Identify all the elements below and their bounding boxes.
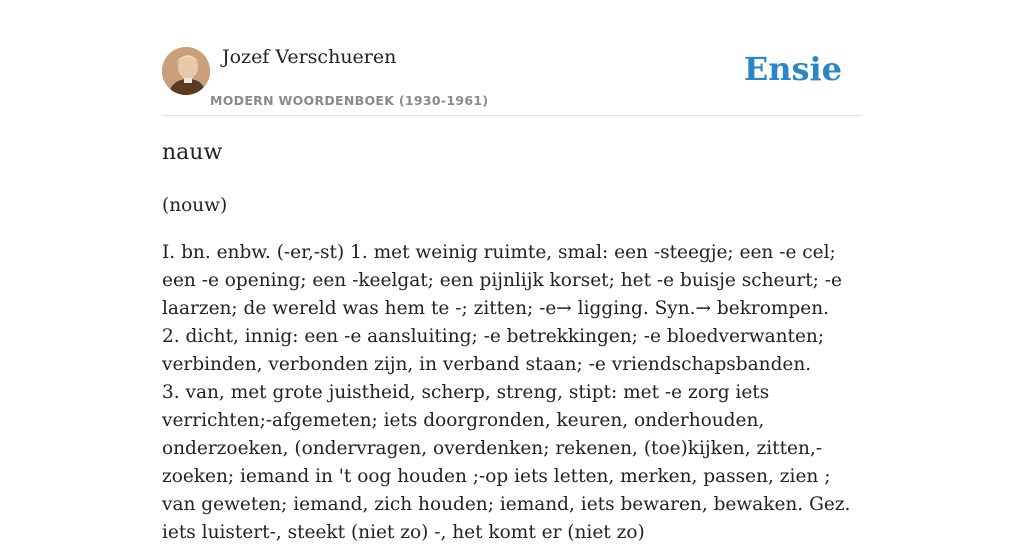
- definition-line: I. bn. enbw. (-er,-st) 1. met weinig ruimte, smal: een -steegje; een -e cel; een -e opening; een -keelgat; een pijnlijk korset; het -e buisje scheurt; -e laarzen; de wereld was hem te -; zitten; -e→ ligging. Syn.→ bekrompen.: [162, 242, 842, 319]
- definition-line: 3. van, met grote juistheid, scherp, streng, stipt: met -e zorg iets verrichten;-afgemeten; iets doorgronden, keuren, onderhouden, onderzoeken, (ondervragen, overdenken; rekenen, (toe)kijken, zitten,- zoeken; iemand in 't oog houden ;-op iets letten, merken, passen, zien ; van geweten; iemand, zich houden; iemand, iets bewaren, bewaken. Gez. iets luistert-, steekt (niet zo) -, het komt er (niet zo): [162, 382, 851, 543]
- source-label[interactable]: MODERN WOORDENBOEK (1930-1961): [210, 93, 489, 108]
- header-divider: [162, 115, 862, 116]
- entry-pronunciation: (nouw): [162, 195, 228, 216]
- definition-line: 2. dicht, innig: een -e aansluiting; -e betrekkingen; -e bloedverwanten; verbinden, verbonden zijn, in verband staan; -e vriendschapsbanden.: [162, 326, 825, 375]
- entry-term: nauw: [162, 140, 223, 165]
- author-avatar[interactable]: [162, 47, 210, 95]
- entry-definition: [162, 239, 862, 547]
- author-name[interactable]: Jozef Verschueren: [222, 46, 397, 68]
- ensie-logo[interactable]: Ensie: [743, 50, 842, 88]
